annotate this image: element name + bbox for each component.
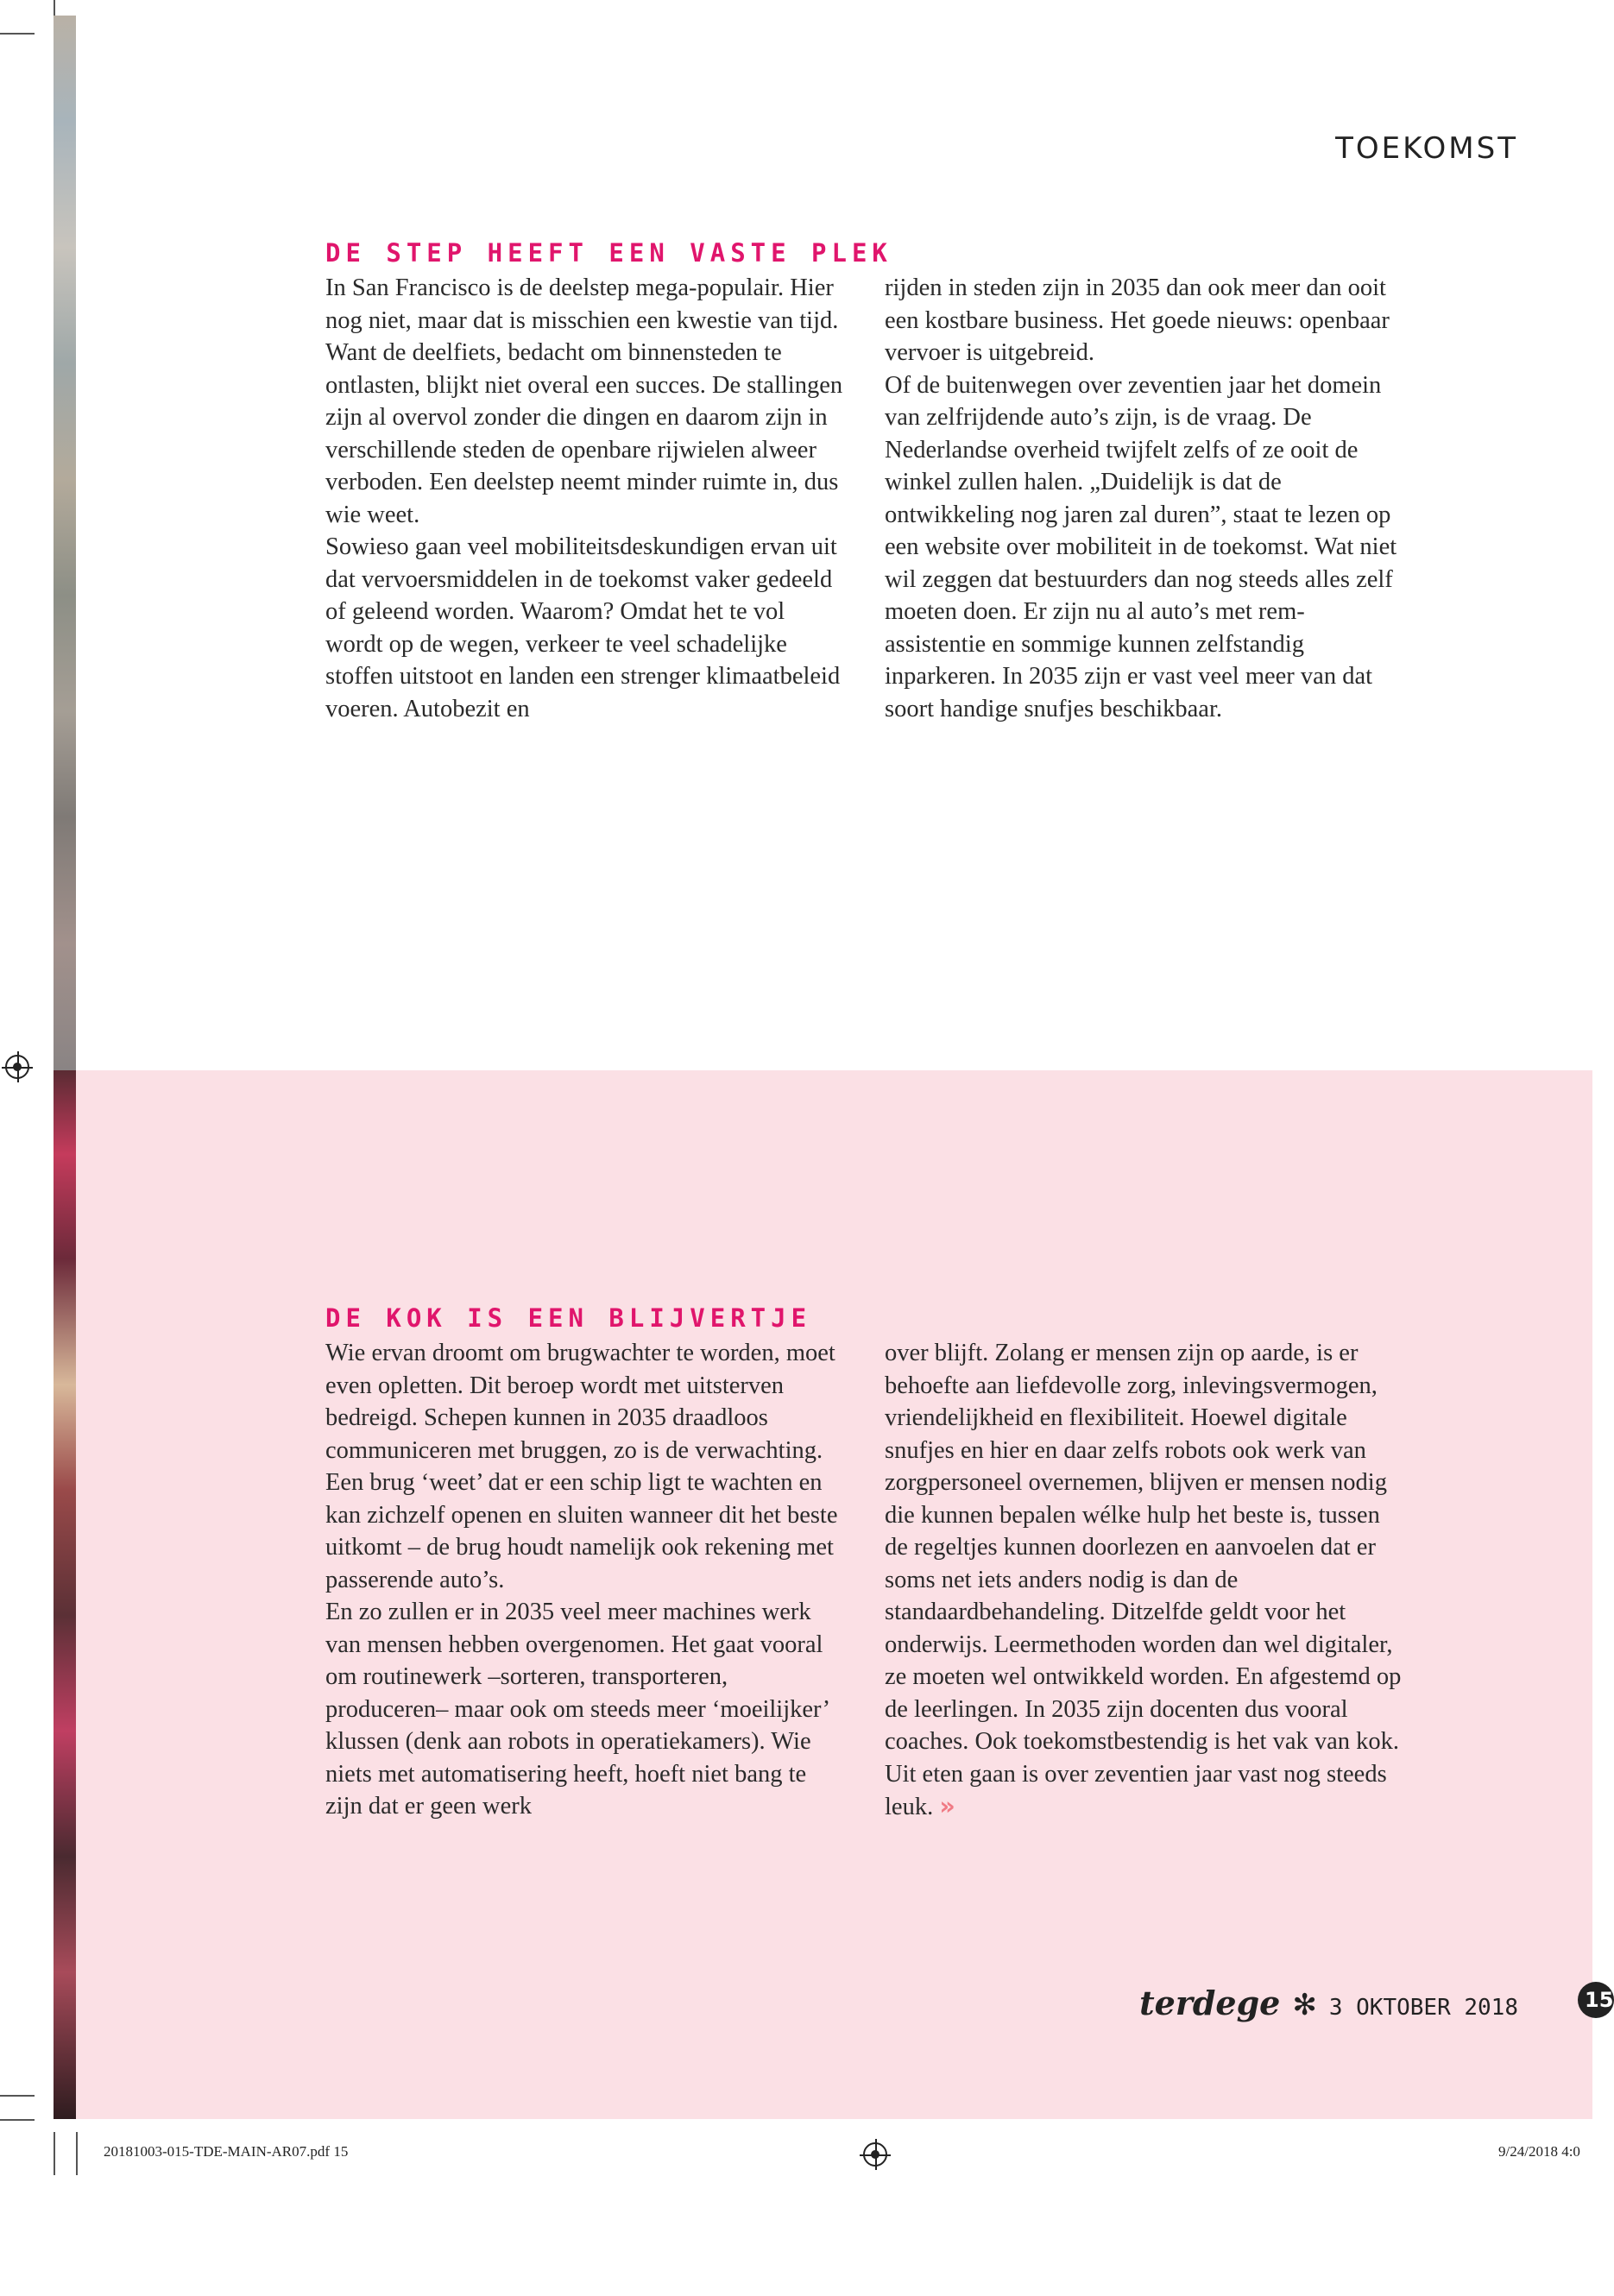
text-column-left — [325, 272, 843, 725]
crop-mark — [0, 2095, 35, 2097]
page-number: 15 — [1578, 1982, 1614, 2018]
paragraph-text: over blijft. Zolang er mensen zijn op aarde, is er behoefte aan liefdevolle zorg, inlevingsvermogen, vriendelijkheid en flexibiliteit. Hoewel digitale snufjes en hier en daar zelfs robots ook werk van zorgpersoneel overnemen, blijven er mensen nodig die kunnen bepalen wélke hulp het beste is, tussen de regeltjes kunnen doorlezen en aanvoelen dat er soms net iets anders nodig is dan de standaardbehandeling. Ditzelfde geldt voor het onderwijs. Leermethoden worden dan wel digitaler, ze moeten wel ontwikkeld worden. En afgestemd op de leerlingen. In 2035 zijn docenten dus vooral coaches. Ook toekomstbestendig is het vak van kok. Uit eten gaan is over zeventien jaar vast nog steeds leuk. — [885, 1340, 1402, 1820]
crop-mark — [54, 2132, 55, 2175]
issue-date: 3 OKTOBER 2018 — [1328, 1995, 1518, 2021]
paragraph: En zo zullen er in 2035 veel meer machines werk van mensen hebben overgenomen. Het gaat vooral om routinewerk –sorteren, transporteren, produceren– maar ook om steeds meer ‘moeilijker’ klussen (denk aan robots in operatiekamers). Wie niets met automatisering heeft, hoeft niet bang te zijn dat er geen werk — [325, 1599, 829, 1820]
paragraph: Wie ervan droomt om brugwachter te worden, moet even opletten. Dit beroep wordt met uitsterven bedreigd. Schepen kunnen in 2035 draadloos communiceren met bruggen, zo is de verwachting. Een brug ‘weet’ dat er een schip ligt te wachten en kan zichzelf openen en sluiten wanneer dit het beste uitkomt – de brug houdt namelijk ook rekening met passerende auto’s. — [325, 1340, 838, 1593]
crop-mark — [54, 0, 55, 16]
photo-strip-bottom — [54, 1070, 76, 2119]
text-column-left — [325, 1337, 843, 1823]
crop-mark — [0, 2119, 35, 2121]
slug-timestamp: 9/24/2018 4:0 — [1498, 2143, 1580, 2160]
text-column-right — [885, 272, 1403, 725]
asterisk-icon: ✻ — [1292, 1988, 1317, 2022]
section-heading: DE KOK IS EEN BLIJVERTJE — [325, 1303, 812, 1333]
footer-brand — [1139, 1984, 1518, 2022]
crop-mark — [0, 33, 35, 35]
magazine-logo: terdege — [1139, 1984, 1281, 2022]
section-label: TOEKOMST — [1335, 131, 1518, 166]
paragraph — [885, 1337, 1403, 1824]
end-mark-icon: » — [939, 1792, 950, 1820]
slug-page: 15 — [333, 2143, 349, 2160]
paragraph: rijden in steden zijn in 2035 dan ook meer dan ooit een kostbare business. Het goede nieuws: openbaar vervoer is uitgebreid. — [885, 274, 1390, 366]
photo-strip-top — [54, 16, 76, 1070]
section-heading: DE STEP HEEFT EEN VASTE PLEK — [325, 238, 892, 268]
paragraph: Sowieso gaan veel mobiliteitsdeskundigen ervan uit dat vervoersmiddelen in de toekomst vaker gedeeld of geleend worden. Waarom? Omdat het te vol wordt op de wegen, verkeer te veel schadelijke stoffen uitstoot en landen een strenger klimaatbeleid voeren. Autobezit en — [325, 533, 841, 722]
registration-mark-icon — [863, 2142, 887, 2167]
paragraph: Of de buitenwegen over zeventien jaar het domein van zelfrijdende auto’s zijn, is de vraag. De Nederlandse overheid twijfelt zelfs of ze ooit de winkel zullen halen. „Duidelijk is dat de ontwikkeling nog jaren zal duren”, staat te lezen op een website over mobiliteit in de toekomst. Wat niet wil zeggen dat bestuurders dan nog steeds alles zelf moeten doen. Er zijn nu al auto’s met rem-assistentie en sommige kunnen zelfstandig inparkeren. In 2035 zijn er vast veel meer van dat soort handige snufjes beschikbaar. — [885, 371, 1397, 722]
crop-mark — [76, 2132, 78, 2175]
text-column-right — [885, 1337, 1403, 1824]
paragraph: In San Francisco is de deelstep mega-populair. Hier nog niet, maar dat is misschien een kwestie van tijd. Want de deelfiets, bedacht om binnensteden te ontlasten, blijkt niet overal een succes. De stallingen zijn al overvol zonder die dingen en daarom zijn in verschillende steden de openbare rijwielen alweer verboden. Een deelstep neemt minder ruimte in, dus wie weet. — [325, 274, 843, 528]
registration-mark-icon — [5, 1055, 29, 1079]
slug-filename — [104, 2143, 348, 2160]
slug-file: 20181003-015-TDE-MAIN-AR07.pdf — [104, 2143, 331, 2160]
